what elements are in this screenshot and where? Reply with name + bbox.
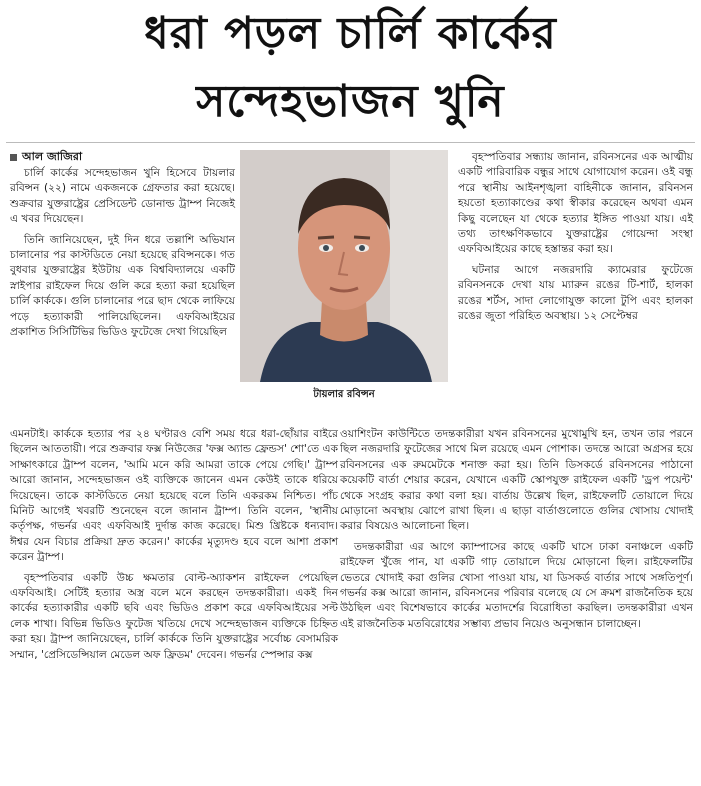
column-right-top — [458, 150, 693, 329]
paragraph: বৃহস্পতিবার সন্ধ্যায় জানান, রবিনসনের এক আত্মীয় একটি পারিবারিক বন্ধুর সাথে যোগাযোগ করেন। ওই বন্ধু পরে স্থানীয় আইনশৃঙ্খলা বাহিনীকে জানান, রবিনসন হয়তো হত্যাকাণ্ডের কথা স্বীকার করেছেন অথবা এমন কিছু বলেছেন যা থেকে হত্যার ইঙ্গিত পাওয়া যায়। এই তথ্য তাৎক্ষণিকভাবে যুক্তরাষ্ট্রের গোয়েন্দা সংস্থা এফবিআইয়ের কাছে হস্তান্তর করা হয়। — [458, 151, 693, 256]
column-left-top — [10, 150, 235, 345]
byline — [10, 150, 235, 164]
paragraph: চার্লি কার্কের সন্দেহভাজন খুনি হিসেবে টায়লার রবিন্সন (২২) নামে একজনকে গ্রেফতার করা হয়েছে। শুক্রবার যুক্তরাষ্ট্রের প্রেসিডেন্ট ডোনাল্ড ট্রাম্প নিজেই এ খবর দিয়েছেন। — [10, 167, 235, 226]
headline-divider — [6, 142, 695, 143]
paragraph: বৃহস্পতিবার একটি উচ্চ ক্ষমতার বোল্ট-অ্যাকশন রাইফেল পেয়েছিল এফবিআই। সেটিই হত্যার অস্ত্র বলে মনে করছেন তদন্তকারীরা। একই দিন কার্কের হত্যাকারীর একটি ছবি এবং ভিডিও প্রকাশ করে এফবিআইয়ের সল্ট লেক শাখা। বিভিন্ন ভিডিও ফুটেজ খতিয়ে দেখে সন্দেহভাজন ব্যক্তিকে চিহ্নিত করা হয়। ট্রাম্প জানিয়েছেন, চার্লি কার্ককে তিনি যুক্তরাষ্ট্রের সর্বোচ্চ বেসামরিক সম্মান, 'প্রেসিডেন্সিয়াল মেডেল অফ ফ্রিডম' দেবেন। গভর্নর স্পেন্সার কক্স — [10, 571, 338, 661]
paragraph: তদন্তকারীরা এর আগে ক্যাম্পাসের কাছে একটি ঘাসে ঢাকা বনাঞ্চলে একটি রাইফেল খুঁজে পান, যা একটি গাঢ় তোয়ালে দিয়ে মোড়ানো ছিল। রাইফেলটির ভেতরে খোদাই করা গুলির খোসা পাওয়া যায়, যা ডিসকর্ড বার্তার সাথে সঙ্গতিপূর্ণ। গভর্নর কক্স আরো জানান, রবিনসনের পরিবার বলেছে যে সে ক্রমশ রাজনৈতিক হয়ে উঠছিল এবং বিশেষভাবে কার্কের মতাদর্শের বিরোধিতা করছিল। তদন্তকারীরা এখন এই রাজনৈতিক মতবিরোধের সম্ভাব্য প্রভাব নিয়েও অনুসন্ধান চালাচ্ছেন। — [340, 540, 693, 630]
paragraph: ওয়াশিংটন কাউন্টিতে তদন্তকারীরা যখন রবিনসনের মুখোমুখি হন, তখন তার পরনে ছিল নজরদারি ফুটেজের সাথে মিল রয়েছে এমন পোশাক। তদন্তে আরো অগ্রসর হয়ে রবিনসনের এক রুমমেটকে শনাক্ত করা হয়। তিনি ডিসকর্ডে রবিনসনের পাঠানো কয়েকটি বার্তা শেয়ার করেন, যেখানে একটি স্কোপযুক্ত রাইফেল একটি 'ড্রপ পয়েন্ট' থেকে সংগ্রহ করার কথা বলা হয়। বার্তায় উল্লেখ ছিল, রাইফেলটি তোয়ালে দিয়ে মোড়ানো অবস্থায় ঝোপে রাখা ছিল। এ ছাড়া বার্তাগুলোতে গুলির খোসায় খোদাই করার বিষয়েও আলোচনা ছিল। — [340, 428, 693, 533]
byline-source: আল জাজিরা — [22, 150, 83, 163]
headline-line-1: ধরা পড়ল চার্লি কার্কের — [144, 8, 557, 59]
column-left-bottom — [10, 427, 338, 668]
paragraph: এমনটাই। কার্ককে হত্যার পর ২৪ ঘণ্টারও বেশি সময় ধরে ধরা-ছোঁয়ার বাইরে ছিলেন আততায়ী। পরে শুক্রবার ফক্স নিউজের 'ফক্স অ্যান্ড ফ্রেন্ডস' শো'তে এক সাক্ষাৎকারে ট্রাম্প বলেন, 'আমি মনে করি আমরা তাকে পেয়ে গেছি।' ট্রাম্প আরো জানান, সন্দেহভাজন ওই ব্যক্তিকে জানেন এমন কেউই তাকে ধরিয়ে দিয়েছেন। তাকে কাস্টডিতে নেয়া হয়েছে বলে তিনি একরকম নিশ্চিত। পাঁচ মিনিট আগেই খবরটি শুনেছেন বলে জানান ট্রাম্প। তিনি বলেন, 'স্থানীয় কর্তৃপক্ষ, গভর্নর এবং এফবিআই দুর্দান্ত কাজ করেছে। মিশু খ্রিষ্টকে ধন্যবাদ। ঈশ্বর যেন বিচার প্রক্রিয়া দ্রুত করেন।' কার্কের মৃত্যুদণ্ড হবে বলে আশা প্রকাশ করেন ট্রাম্প। — [10, 428, 338, 564]
photo-caption: টায়লার রবিন্সন — [313, 389, 375, 400]
column-right-bottom — [340, 427, 693, 637]
suspect-portrait-illustration — [240, 150, 448, 382]
headline-line-2: সন্দেহভাজন খুনি — [196, 76, 505, 127]
suspect-photo — [240, 150, 448, 382]
paragraph: ঘটনার আগে নজরদারি ক্যামেরার ফুটেজে রবিনসনকে দেখা যায় ম্যারুন রঙের টি-শার্ট, হালকা রঙের শর্টস, সাদা লোগোযুক্ত কালো টুপি এবং হালকা রঙের জুতা পরিহিত অবস্থায়। ১২ সেপ্টেম্বর — [458, 263, 693, 323]
paragraph: তিনি জানিয়েছেন, দুই দিন ধরে তল্লাশি অভিযান চালানোর পর কাস্টডিতে নেয়া হয়েছে রবিন্সনকে। গত বুধবার যুক্তরাষ্ট্রের ইউটায় এক বিশ্ববিদ্যালয়ে একটি স্নাইপার রাইফেল দিয়ে গুলি করে হত্যা করা হয়েছিল চার্লি কার্ককে। গুলি চালানোর পরে ছাদ থেকে লাফিয়ে পড়ে হত্যাকারী পালিয়েছিলেন। এফবিআইয়ের প্রকাশিত সিসিটিভির ভিডিও ফুটেজে দেখা গিয়েছিল — [10, 233, 235, 339]
bullet-square-icon — [10, 154, 17, 161]
